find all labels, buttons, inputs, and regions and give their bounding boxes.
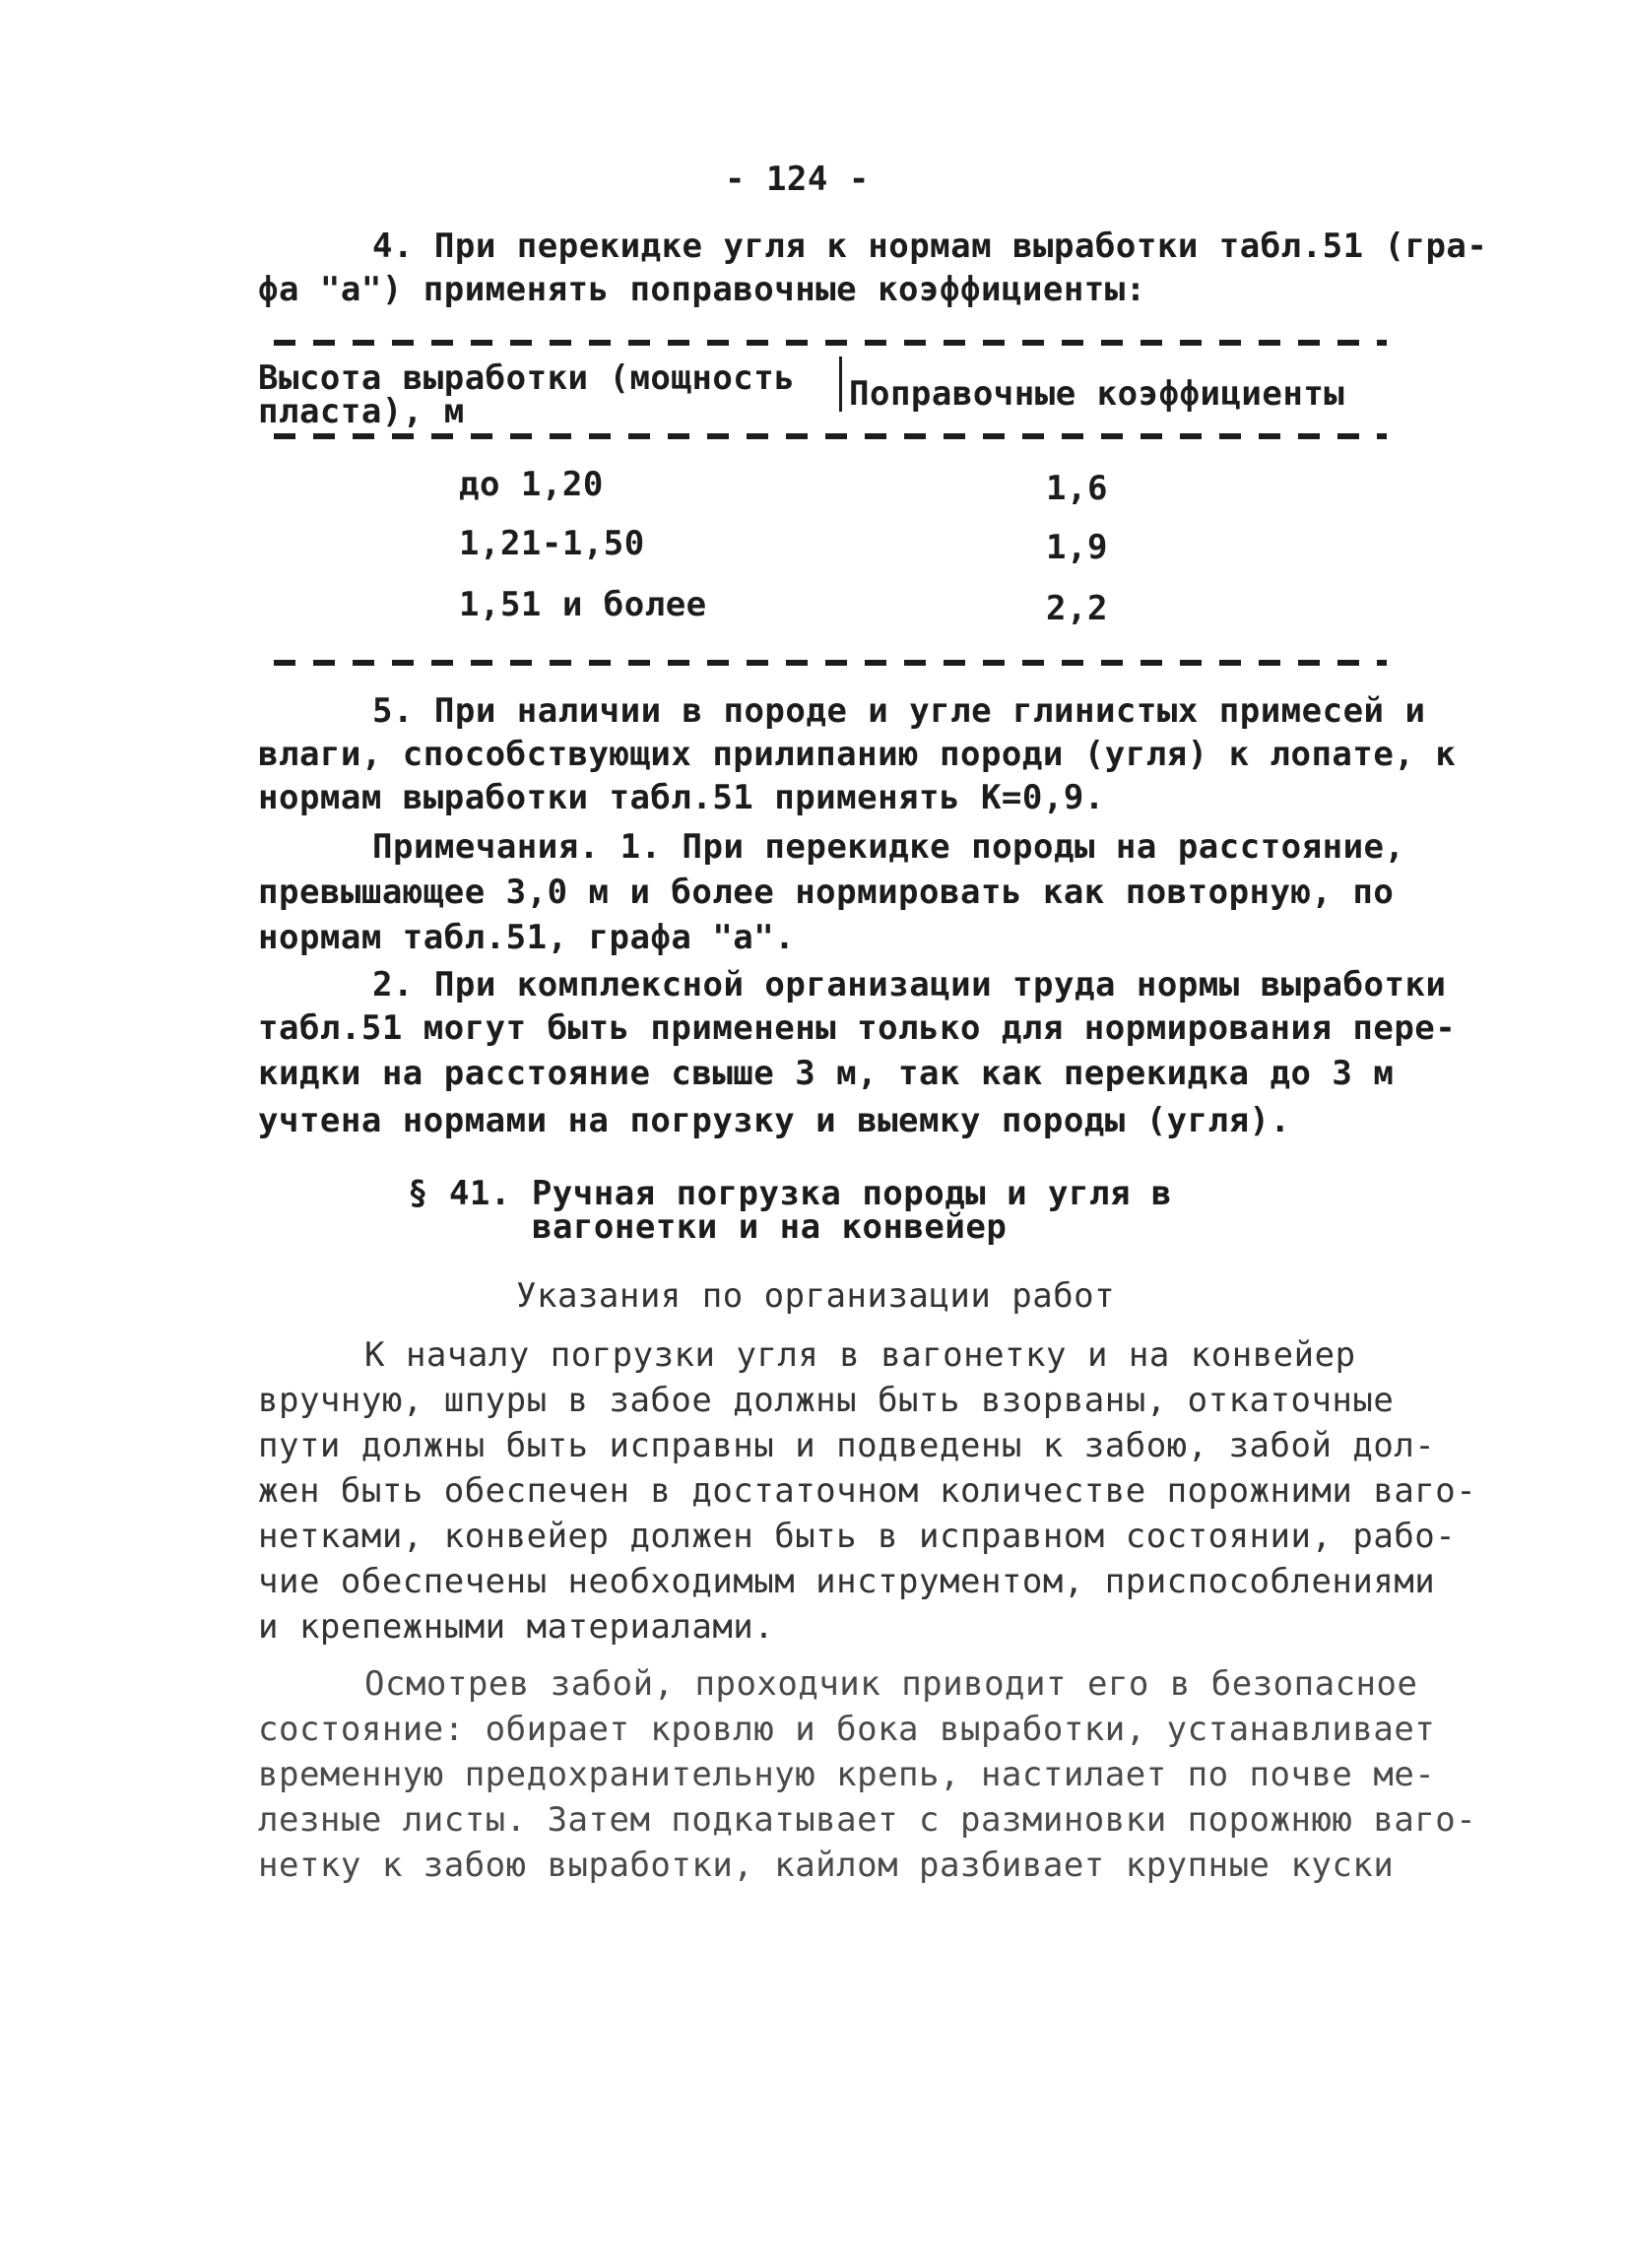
- section-title-line-1: § 41. Ручная погрузка породы и угля в: [408, 1174, 1172, 1213]
- paragraph-5-line-3: нормам выработки табл.51 применять К=0,9.: [258, 778, 1105, 817]
- section-title-line-2: вагонетки и на конвейер: [532, 1207, 1008, 1247]
- paragraph-4-line-2: фа "а") применять поправочные коэффициенты:: [258, 270, 1146, 309]
- body-1-line-1: К началу погрузки угля в вагонетку и на конвейер: [364, 1335, 1356, 1375]
- table-row-1-range: до 1,20: [459, 465, 604, 504]
- table-col2-header: Поправочные коэффициенты: [849, 374, 1345, 414]
- body-2-line-1: Осмотрев забой, проходчик приводит его в безопасное: [364, 1664, 1418, 1704]
- paragraph-5-line-2: влаги, способствующих прилипанию породи (угля) к лопате, к: [258, 735, 1457, 774]
- table-top-rule: [274, 340, 1387, 346]
- notes-line-2: превышающее 3,0 м и более нормировать как повторную, по: [258, 873, 1395, 912]
- body-2-line-4: лезные листы. Затем подкатывает с разминовки порожнюю ваго-: [258, 1800, 1477, 1840]
- note-2-line-1: 2. При комплексной организации труда нормы выработки: [372, 965, 1447, 1004]
- body-1-line-7: и крепежными материалами.: [258, 1607, 775, 1647]
- table-row-1-coef: 1,6: [1046, 469, 1108, 508]
- body-1-line-5: нетками, конвейер должен быть в исправном состоянии, рабо-: [258, 1517, 1457, 1556]
- notes-line-1: Примечания. 1. При перекидке породы на расстояние,: [372, 827, 1405, 867]
- table-column-divider: [839, 356, 842, 412]
- note-2-line-4: учтена нормами на погрузку и выемку породы (угля).: [258, 1101, 1291, 1140]
- notes-line-3: нормам табл.51, графа "а".: [258, 918, 796, 957]
- body-1-line-3: пути должны быть исправны и подведены к забою, забой дол-: [258, 1426, 1436, 1465]
- paragraph-5-line-1: 5. При наличии в породе и угле глинистых примесей и: [372, 691, 1426, 731]
- note-2-line-2: табл.51 могут быть применены только для нормирования пере-: [258, 1008, 1457, 1048]
- table-row-2-range: 1,21-1,50: [459, 524, 645, 563]
- body-2-line-5: нетку к забою выработки, кайлом разбивает крупные куски: [258, 1846, 1395, 1885]
- body-2-line-2: состояние: обирает кровлю и бока выработки, устанавливает: [258, 1710, 1436, 1749]
- page-number: - 124 -: [725, 160, 870, 199]
- paragraph-4-line-1: 4. При перекидке угля к нормам выработки табл.51 (гра-: [372, 227, 1488, 266]
- body-1-line-4: жен быть обеспечен в достаточном количестве порожними ваго-: [258, 1471, 1477, 1511]
- note-2-line-3: кидки на расстояние свыше 3 м, так как перекидка до 3 м: [258, 1054, 1395, 1093]
- body-1-line-2: вручную, шпуры в забое должны быть взорваны, откаточные: [258, 1381, 1395, 1420]
- table-bottom-rule: [274, 660, 1387, 666]
- section-subtitle: Указания по организации работ: [516, 1276, 1116, 1316]
- table-col1-header-line-1: Высота выработки (мощность: [258, 358, 796, 398]
- table-row-3-range: 1,51 и более: [459, 585, 707, 624]
- table-row-2-coef: 1,9: [1046, 528, 1108, 567]
- body-2-line-3: временную предохранительную крепь, настилает по почве ме-: [258, 1755, 1436, 1794]
- table-header-rule: [274, 433, 1387, 439]
- table-row-3-coef: 2,2: [1046, 589, 1108, 628]
- table-col1-header-line-2: пласта), м: [258, 392, 465, 431]
- body-1-line-6: чие обеспечены необходимым инструментом, приспособлениями: [258, 1562, 1436, 1601]
